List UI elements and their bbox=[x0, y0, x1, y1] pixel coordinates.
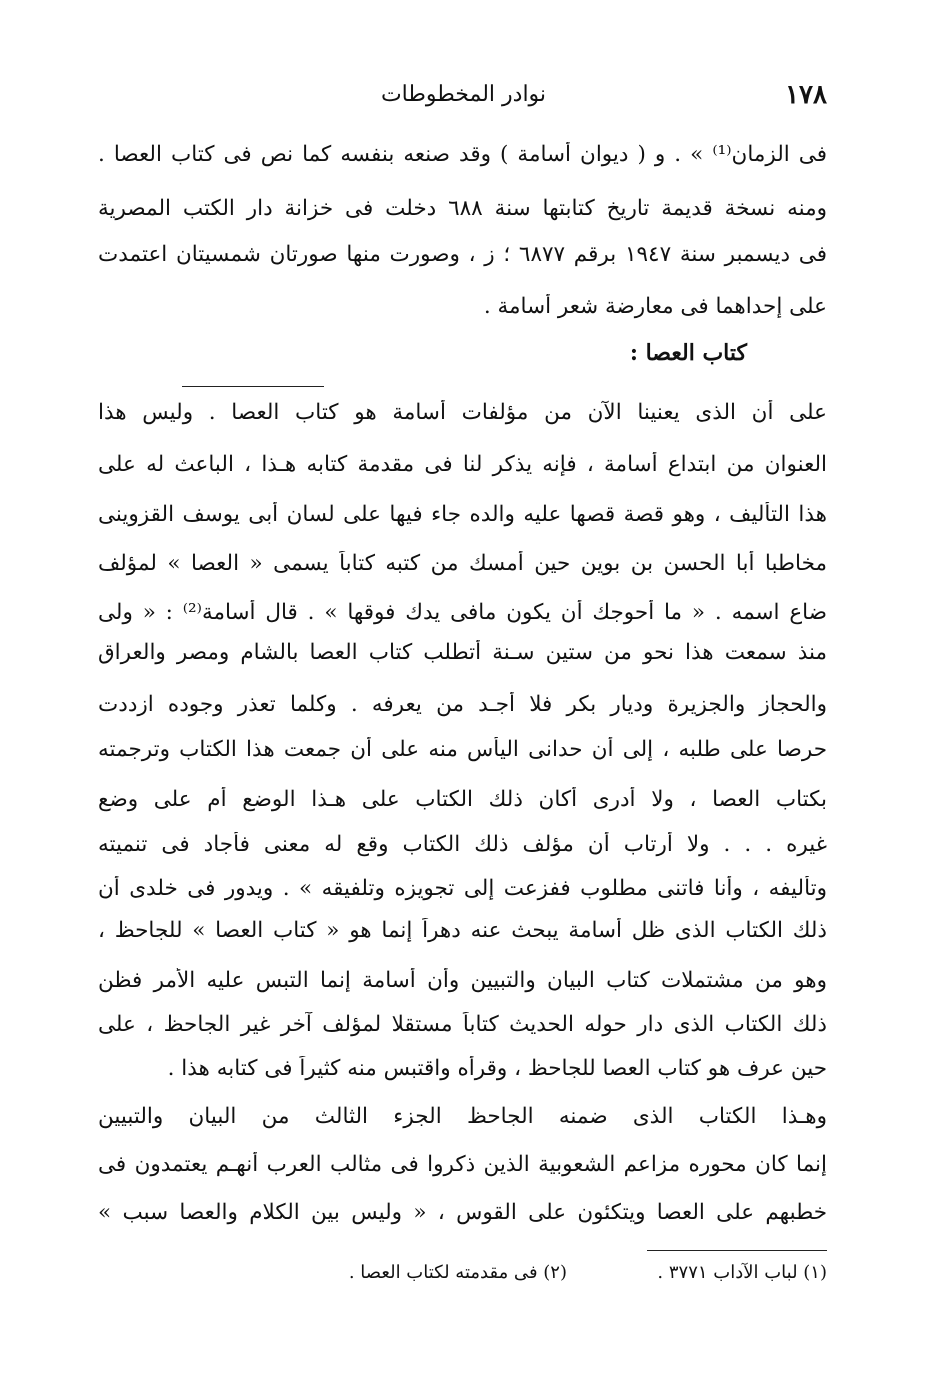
body-line: على إحداهما فى معارضة شعر أسامة . bbox=[483, 294, 827, 319]
body-line: والحجاز والجزيرة وديار بكر فلا أجـد من يعرفه . وكلما تعذر وجوده ازددت bbox=[98, 692, 827, 717]
body-line: حرصا على طلبه ، إلى أن حدانى اليأس منه على أن جمعت هذا الكتاب وترجمته bbox=[98, 737, 827, 762]
body-line: فى الزمان⁽¹⁾ » . و ( ديوان أسامة ) وقد صنعه بنفسه كما نص فى كتاب العصا . bbox=[98, 142, 827, 167]
body-line: وتأليفه ، وأنا فاتنى مطلوب ففزعت إلى تجويزه وتلفيقه » . ويدور فى خلدى أن bbox=[98, 876, 827, 901]
page-header bbox=[100, 78, 827, 118]
body-line: غيره . . . ولا أرتاب أن مؤلف ذلك الكتاب وقع له معنى فأجاد فى تنميته bbox=[98, 832, 827, 857]
body-line: العنوان من ابتداع أسامة ، فإنه يذكر لنا فى مقدمة كتابه هـذا ، الباعث له على bbox=[98, 452, 827, 477]
footnote-rule bbox=[647, 1250, 827, 1251]
body-line: حين عرف هو كتاب العصا للجاحظ ، وقرأه واقتبس منه كثيراً فى كتابه هذا . bbox=[167, 1056, 827, 1081]
body-line: ذلك الكتاب الذى ظل أسامة يبحث عنه دهراً إنما هو « كتاب العصا » للجاحظ ، bbox=[98, 918, 827, 943]
body-line: ضاع اسمه . « ما أحوجك أن يكون مافى يدك فوقها » . قال أسامة⁽²⁾ : « ولى bbox=[98, 600, 827, 625]
body-line: خطبهم على العصا ويتكئون على القوس ، « وليس بين الكلام والعصا سبب » bbox=[98, 1200, 827, 1225]
body-line: فى ديسمبر سنة ١٩٤٧ برقم ٦٨٧٧ ؛ ز ، وصورت منها صورتان شمسيتان اعتمدت bbox=[98, 242, 827, 267]
body-line: على أن الذى يعنينا الآن من مؤلفات أسامة هو كتاب العصا . وليس هذا bbox=[98, 400, 827, 425]
section-heading: كتاب العصا : bbox=[629, 340, 747, 366]
footnote-1: (١) لباب الآداب ٣٧٧١ . bbox=[657, 1262, 827, 1283]
body-line: مخاطبا أبا الحسن بن بوين حين أمسك من كتبه كتاباً يسمى « العصا » لمؤلف bbox=[98, 551, 827, 576]
body-line: وهو من مشتملات كتاب البيان والتبيين وأن أسامة إنما التبس عليه الأمر فظن bbox=[98, 968, 827, 993]
running-title: نوادر المخطوطات bbox=[380, 82, 547, 107]
heading-rule bbox=[182, 386, 324, 387]
body-line: ومنه نسخة قديمة تاريخ كتابتها سنة ٦٨٨ دخلت فى خزانة دار الكتب المصرية bbox=[98, 196, 827, 221]
body-line: هذا التأليف ، وهو قصة قصها عليه والده جاء فيها على لسان أبى يوسف القزوينى bbox=[98, 502, 827, 527]
body-line: بكتاب العصا ، ولا أدرى أكان ذلك الكتاب على هـذا الوضع أم على وضع bbox=[98, 787, 827, 812]
footnote-2: (٢) فى مقدمته لكتاب العصا . bbox=[348, 1262, 567, 1283]
body-line: ذلك الكتاب الذى دار حوله الحديث كتاباً مستقلا لمؤلف آخر غير الجاحظ ، على bbox=[98, 1012, 827, 1037]
body-line: وهـذا الكتاب الذى ضمنه الجاحظ الجزء الثالث من البيان والتبيين bbox=[98, 1104, 827, 1129]
body-line: منذ سمعت هذا نحو من ستين سـنة أتطلب كتاب العصا بالشام ومصر والعراق bbox=[98, 640, 827, 665]
page-number: ١٧٨ bbox=[785, 80, 827, 110]
body-line: إنما كان محوره مزاعم الشعوبية الذين ذكروا فى مثالب العرب أنهـم يعتمدون فى bbox=[98, 1152, 827, 1177]
